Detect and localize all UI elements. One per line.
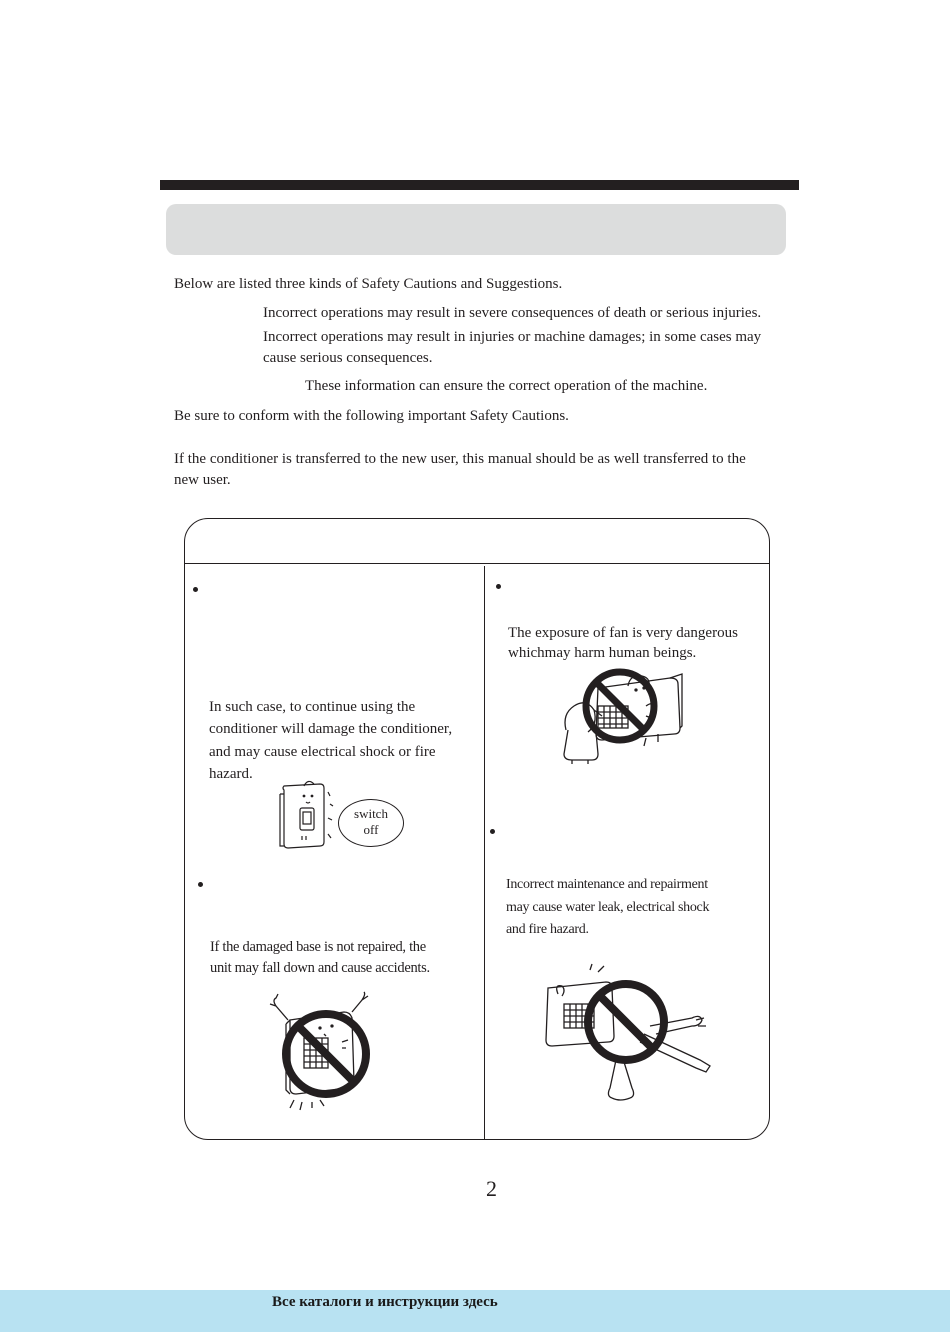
section-title-bar <box>166 204 786 255</box>
important-description: These information can ensure the correct operation of the machine. <box>305 378 708 394</box>
bullet <box>490 829 495 834</box>
right-top-line: whichmay harm human beings. <box>508 644 697 661</box>
switch-off-illustration <box>276 782 340 852</box>
page-number: 2 <box>486 1176 497 1201</box>
left-bottom-line: unit may fall down and cause accidents. <box>210 959 430 976</box>
left-bottom-text <box>210 937 430 978</box>
panel-header-rule <box>184 563 770 564</box>
left-top-line: hazard. <box>209 765 253 782</box>
warning-description: Incorrect operations may result in severe consequences of death or serious injuries. <box>263 305 762 321</box>
bullet <box>198 882 203 887</box>
bubble-line: switch <box>354 806 388 821</box>
right-top-line: The exposure of fan is very dangerous <box>508 625 738 641</box>
fan-exposure-prohibited-illustration <box>558 666 684 766</box>
bullet <box>496 584 501 589</box>
panel-column-divider <box>484 566 485 1140</box>
left-top-line: In such case, to continue using the <box>209 699 416 715</box>
right-bottom-text <box>506 874 709 942</box>
left-top-line: and may cause electrical shock or fire <box>209 743 436 760</box>
left-top-text <box>209 696 452 785</box>
damaged-base-prohibited-illustration <box>268 990 380 1114</box>
catalog-link[interactable]: Все каталоги и инструкции здесь <box>272 1294 498 1310</box>
repair-prohibited-illustration <box>540 964 716 1104</box>
caution-description-line2: cause serious consequences. <box>263 350 433 366</box>
caution-description-line1: Incorrect operations may result in injuries or machine damages; in some cases may <box>263 329 762 345</box>
bubble-line: off <box>363 822 379 837</box>
top-rule <box>160 180 799 190</box>
right-bottom-line: and fire hazard. <box>506 922 589 937</box>
bullet <box>193 587 198 592</box>
conform-line: Be sure to conform with the following important Safety Cautions. <box>174 408 569 424</box>
switch-off-bubble <box>338 799 404 847</box>
right-bottom-line: Incorrect maintenance and repairment <box>506 877 708 892</box>
right-bottom-line: may cause water leak, electrical shock <box>506 899 710 915</box>
left-bottom-line: If the damaged base is not repaired, the <box>210 939 426 955</box>
intro-line: Below are listed three kinds of Safety Cautions and Suggestions. <box>174 276 563 292</box>
right-top-text <box>508 624 738 663</box>
transfer-line1: If the conditioner is transferred to the new user, this manual should be as well transferred to the <box>174 451 746 467</box>
left-top-line: conditioner will damage the conditioner, <box>209 721 453 738</box>
transfer-line2: new user. <box>174 472 231 488</box>
